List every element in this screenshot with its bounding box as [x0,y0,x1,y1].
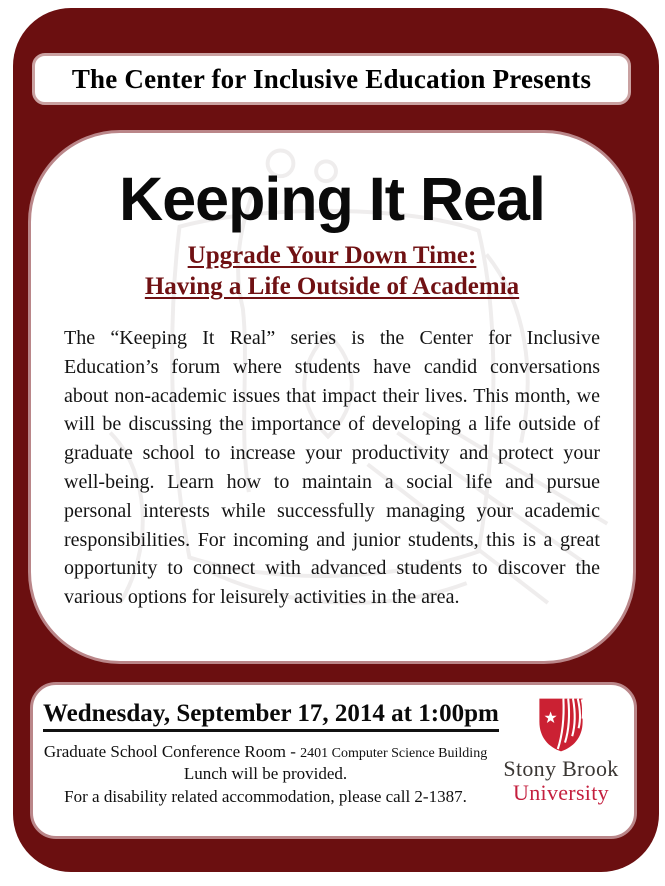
location-room: Graduate School Conference Room - [43,742,301,761]
flyer-background [13,8,659,872]
accessibility-note: For a disability related accommodation, please call 2-1387. [64,786,467,806]
stony-brook-shield-icon [537,696,585,754]
event-location [43,741,488,763]
subtitle-line-2: Having a Life Outside of Academia [144,272,520,300]
subtitle-line-1: Upgrade Your Down Time: [187,242,477,270]
logo-university: University [513,780,609,805]
main-card [28,130,636,664]
footer-card [30,682,637,839]
event-title: Keeping It Real [119,165,545,233]
university-logo [488,685,634,836]
event-details [43,741,488,808]
banner-title: The Center for Inclusive Education Presents [71,63,592,94]
event-description: The “Keeping It Real” series is the Center for Inclusive Education’s forum where students have candid conversations about non-academic issues that impact their lives. This month, we will be discussing the importance of developing a life outside of graduate school to increase your productivity and protect your well-being. Learn how to maintain a social life and pursue personal interests while successfully managing your academic responsibilities. For incoming and junior students, this is a great opportunity to connect with advanced students to discover the various options for leisurely activities in the area. [64,327,600,609]
header-banner [32,53,631,105]
event-subtitle [31,241,633,302]
logo-stony-brook: Stony Brook [503,756,619,781]
event-datetime: Wednesday, September 17, 2014 at 1:00pm [43,700,499,732]
location-building: 2401 Computer Science Building [300,746,488,761]
lunch-note: Lunch will be provided. [183,764,348,784]
